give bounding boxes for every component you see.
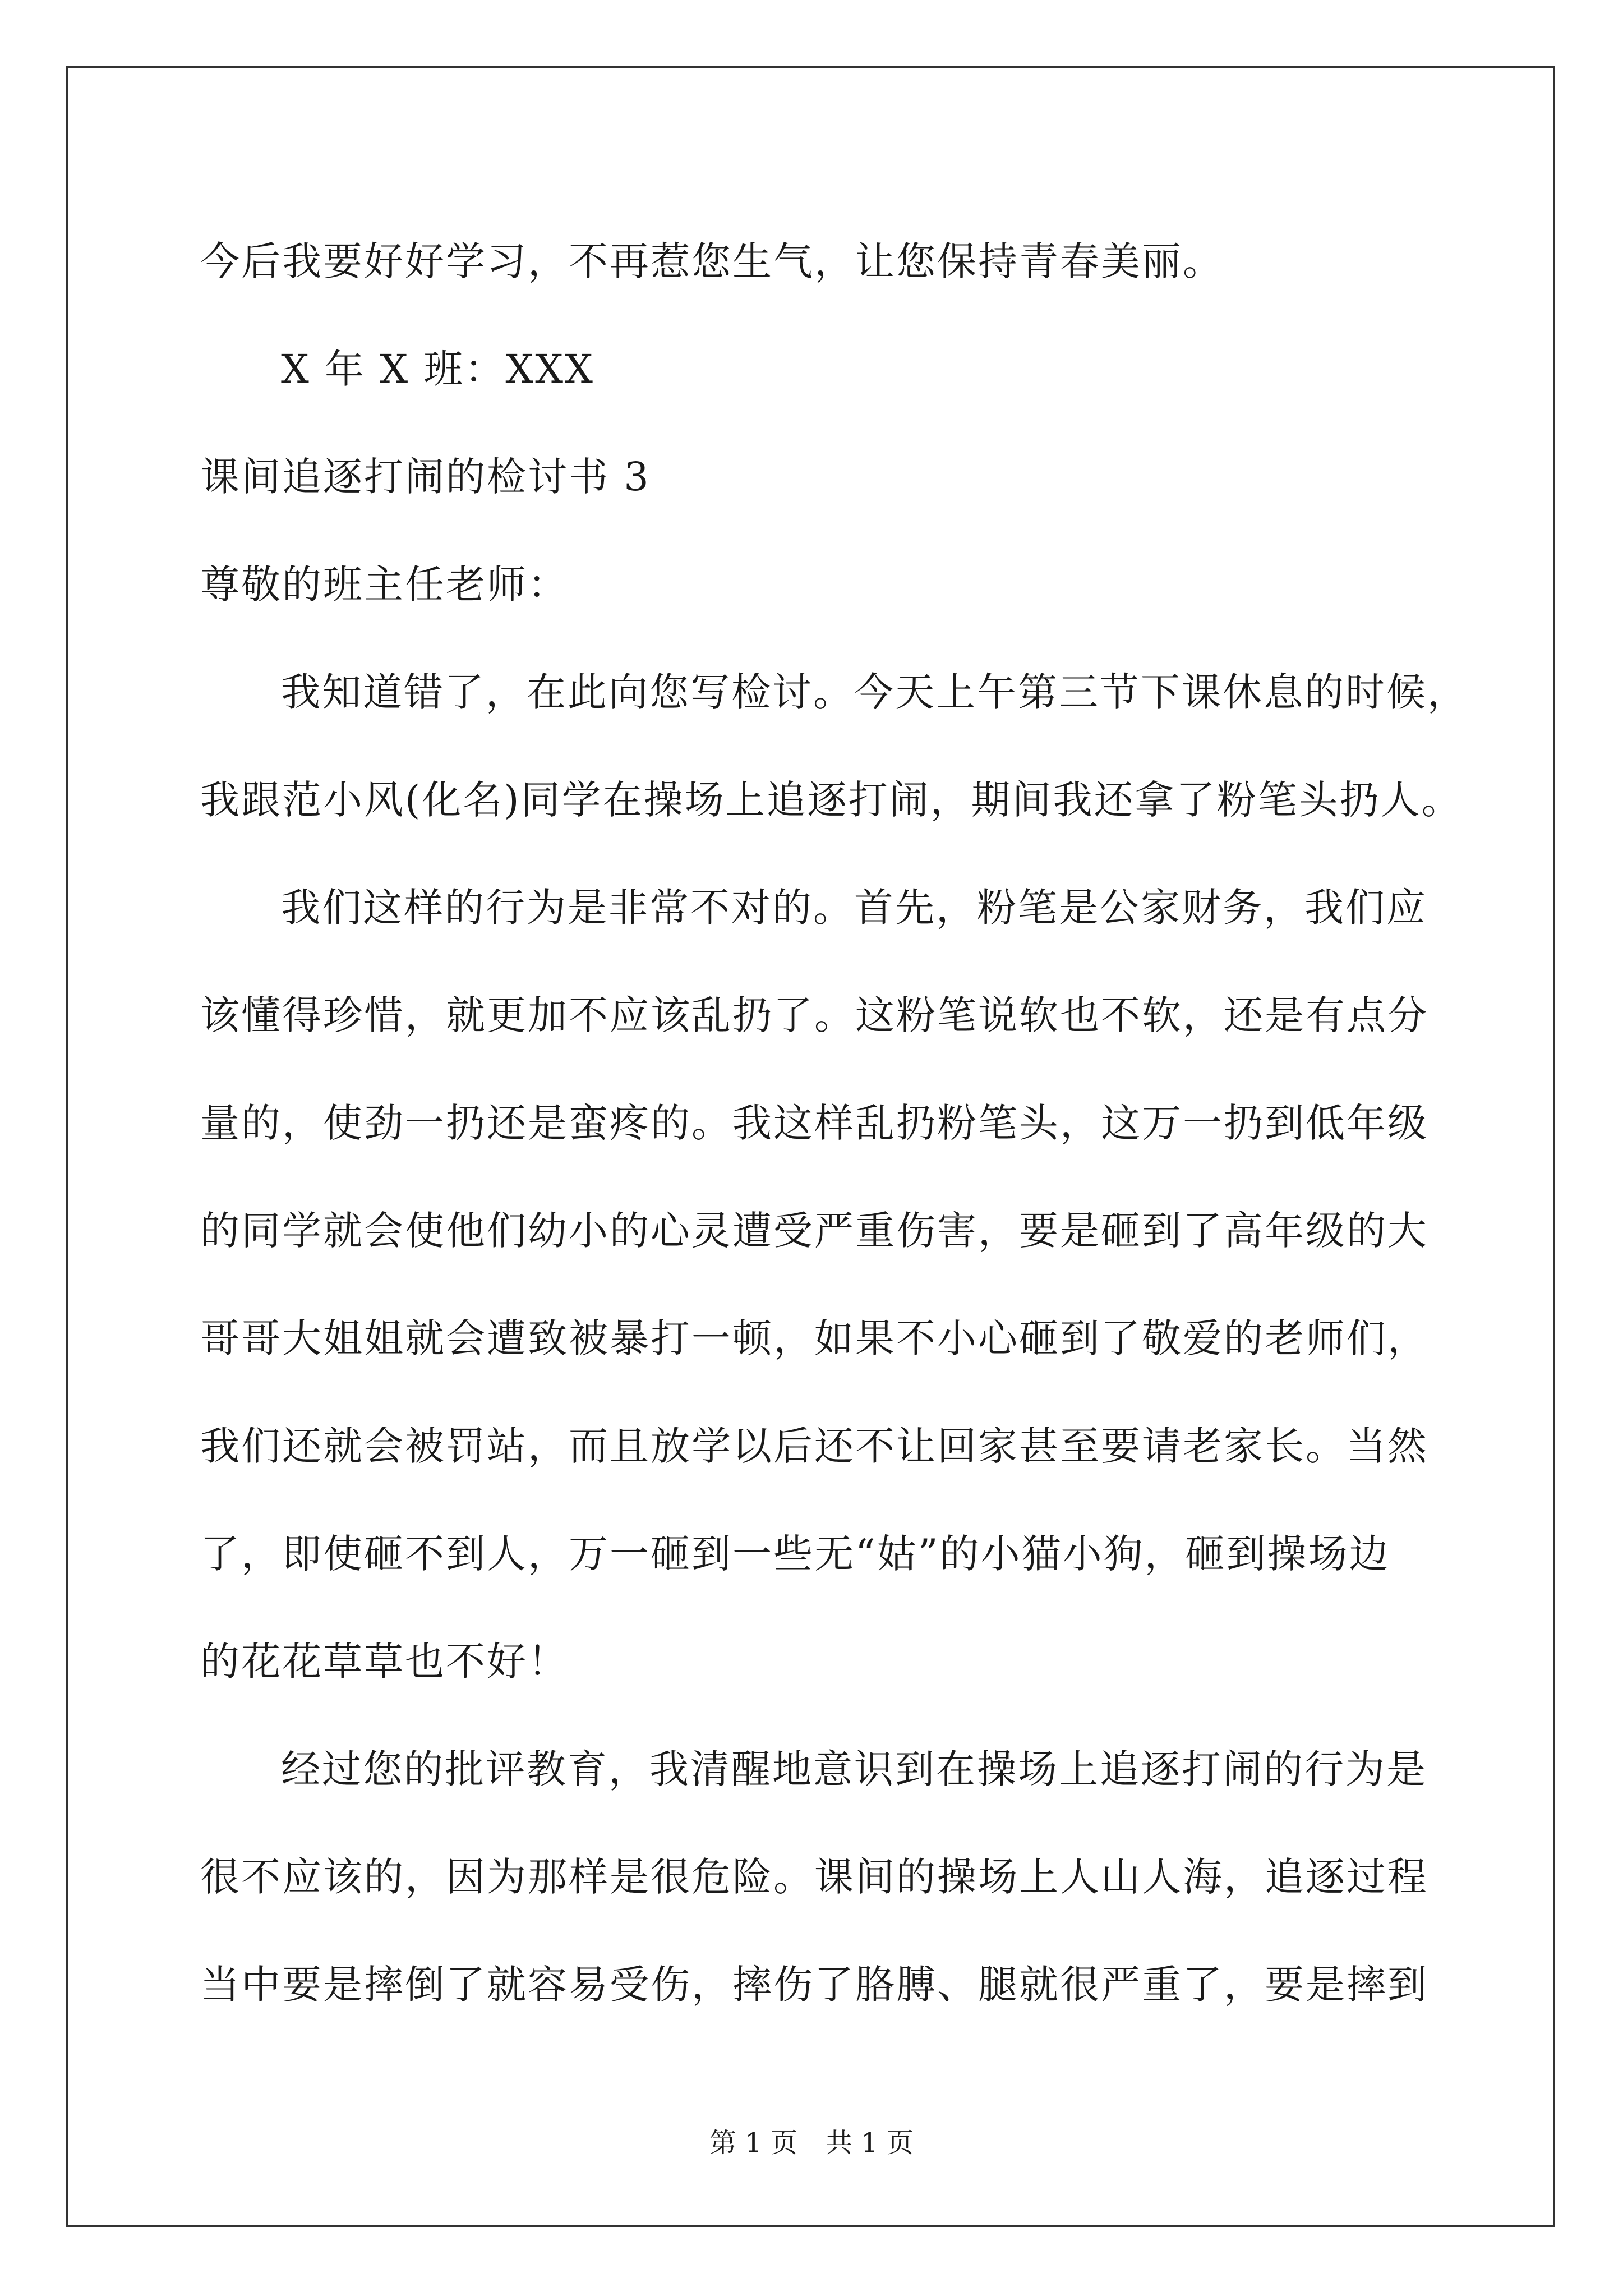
text-line: 我跟范小风(化名)同学在操场上追逐打闹，期间我还拿了粉笔头扔人。 xyxy=(200,777,1463,823)
text-line: 的花花草草也不好！ xyxy=(200,1639,569,1685)
text-line: 我们这样的行为是非常不对的。首先，粉笔是公家财务，我们应 xyxy=(281,885,1427,931)
text-line-signature: X 年 X 班：XXX xyxy=(281,346,594,392)
text-line: 很不应该的，因为那样是很危险。课间的操场上人山人海，追逐过程 xyxy=(200,1854,1428,1900)
text-line: 该懂得珍惜，就更加不应该乱扔了。这粉笔说软也不软，还是有点分 xyxy=(200,992,1428,1038)
text-line: 我知道错了，在此向您写检讨。今天上午第三节下课休息的时候， xyxy=(281,669,1468,715)
text-line: 我们还就会被罚站，而且放学以后还不让回家甚至要请老家长。当然 xyxy=(200,1423,1428,1469)
section-title: 课间追逐打闹的检讨书 3 xyxy=(200,454,651,500)
text-line: 当中要是摔倒了就容易受伤，摔伤了胳膊、腿就很严重了，要是摔到 xyxy=(200,1962,1428,2008)
text-line: 量的，使劲一扔还是蛮疼的。我这样乱扔粉笔头，这万一扔到低年级 xyxy=(200,1100,1428,1146)
text-line: 今后我要好好学习，不再惹您生气，让您保持青春美丽。 xyxy=(200,238,1224,284)
text-line: 哥哥大姐姐就会遭致被暴打一顿，如果不小心砸到了敬爱的老师们， xyxy=(200,1315,1428,1361)
page-footer xyxy=(0,2126,1623,2160)
text-line: 经过您的批评教育，我清醒地意识到在操场上追逐打闹的行为是 xyxy=(281,1746,1427,1792)
text-line: 的同学就会使他们幼小的心灵遭受严重伤害，要是砸到了高年级的大 xyxy=(200,1208,1428,1254)
text-line: 了，即使砸不到人，万一砸到一些无“姑”的小猫小狗，砸到操场边 xyxy=(200,1531,1390,1577)
salutation: 尊敬的班主任老师： xyxy=(200,562,569,608)
document-body xyxy=(200,208,1468,2039)
page-number-total: 共 1 页 xyxy=(826,2127,914,2159)
page-number-current: 第 1 页 xyxy=(709,2127,797,2159)
